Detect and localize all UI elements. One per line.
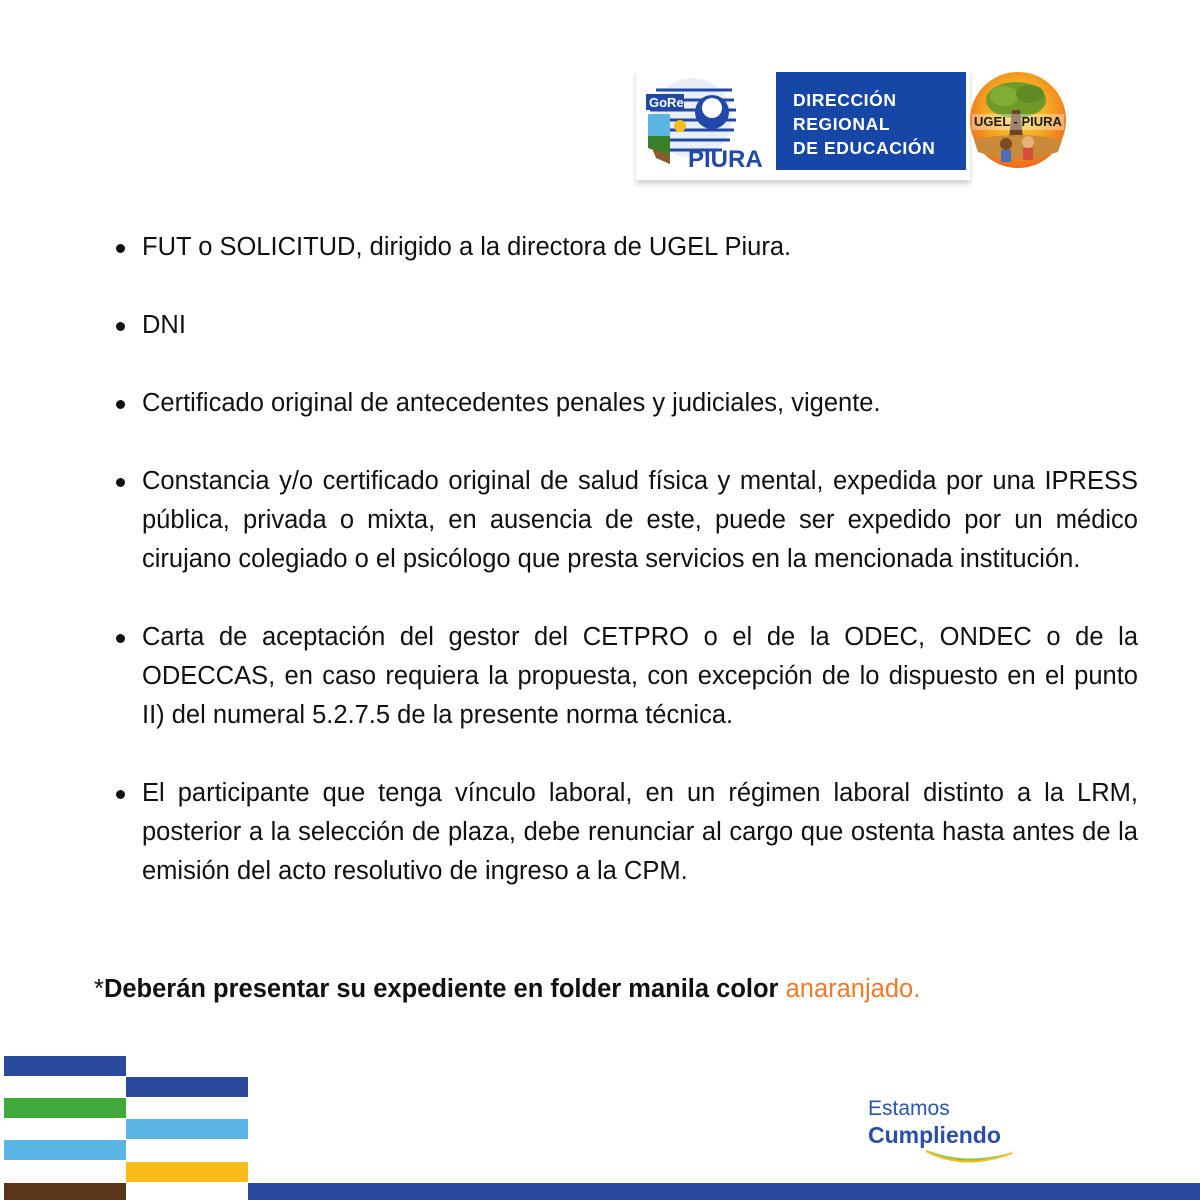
note-highlight-color: anaranjado [785, 975, 914, 1003]
slogan-line-1: Estamos [868, 1097, 950, 1120]
header-logo-strip [636, 70, 970, 180]
requirement-antecedentes: Certificado original de antecedentes penales y judiciales, vigente. [112, 384, 1138, 423]
ugel-piura-logo [968, 70, 1068, 170]
gore-piura-logo [646, 76, 768, 172]
slogan-line-2: Cumpliendo [868, 1122, 1001, 1148]
decorative-color-stripes [0, 1052, 250, 1200]
direccion-regional-educacion-badge [776, 72, 966, 170]
requirement-carta-aceptacion: Carta de aceptación del gestor del CETPRO o el de la ODEC, ONDEC o de la ODECCAS, en caso requiera la propuesta, con excepción de lo dispuesto en el punto II) del numeral 5.2.7.5 de la presente norma técnica. [112, 618, 1138, 735]
slogan-swoosh-icon [922, 1145, 1018, 1171]
footer-bar [248, 1183, 1200, 1200]
estamos-cumpliendo-logo [868, 1096, 1038, 1148]
requirement-dni: DNI [112, 306, 1138, 345]
dre-line-3: DE EDUCACIÓN [793, 138, 936, 158]
requirement-vinculo-laboral: El participante que tenga vínculo laboral, en un régimen laboral distinto a la LRM, posterior a la selección de plaza, debe renunciar al cargo que ostenta hasta antes de la emisión del acto resolutivo de ingreso a la CPM. [112, 774, 1138, 891]
requirement-fut: FUT o SOLICITUD, dirigido a la directora de UGEL Piura. [112, 228, 1138, 267]
requirements-list [112, 228, 1138, 930]
folder-note [94, 970, 1134, 1009]
dre-line-2: REGIONAL [793, 114, 891, 134]
note-period: . [913, 975, 921, 1003]
note-asterisk: * [94, 975, 104, 1003]
dre-line-1: DIRECCIÓN [793, 90, 897, 110]
gore-logo-top-text: GoRe [649, 95, 684, 110]
ugel-logo-text: UGEL - PIURA [974, 114, 1062, 129]
gore-logo-bottom-text: PIURA [688, 146, 763, 172]
requirement-salud: Constancia y/o certificado original de salud física y mental, expedida por una IPRESS pública, privada o mixta, en ausencia de este, puede ser expedido por un médico cirujano colegiado o el psicólogo que presta servicios en la mencionada institución. [112, 462, 1138, 579]
note-bold-text: Deberán presentar su expediente en folder manila color [103, 975, 786, 1003]
